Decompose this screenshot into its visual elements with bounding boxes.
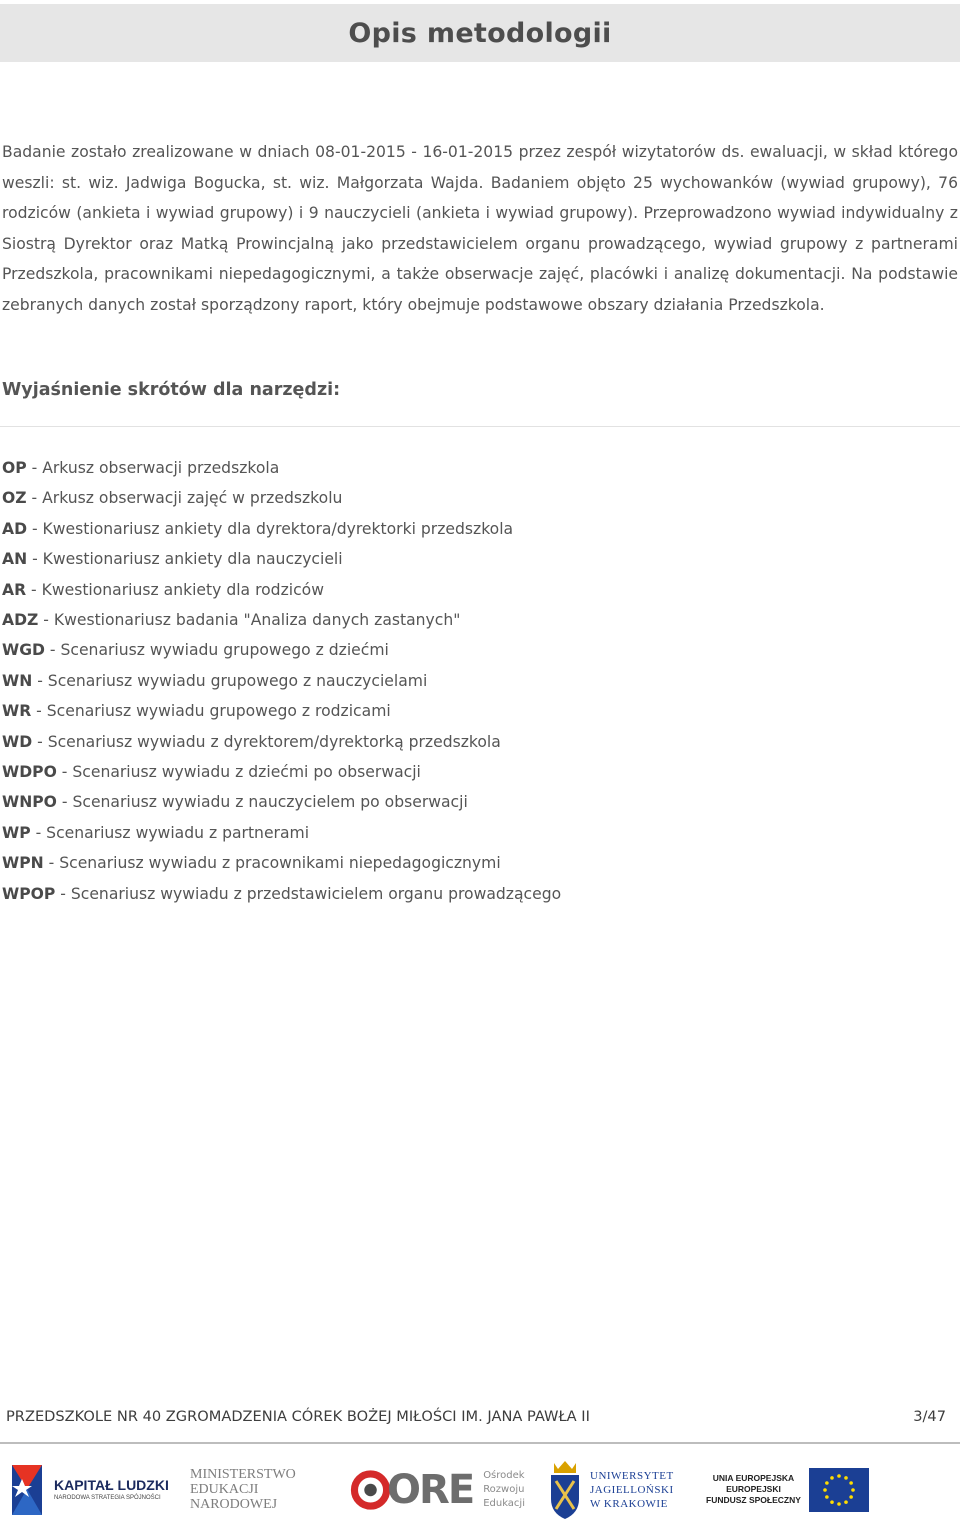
abbreviation-description: - Scenariusz wywiadu z partnerami bbox=[30, 823, 310, 842]
abbreviation-item bbox=[2, 879, 561, 909]
men-logo bbox=[190, 1452, 320, 1527]
abbreviation-description: - Arkusz obserwacji zajęć w przedszkolu bbox=[26, 489, 343, 508]
eu-star bbox=[849, 1495, 853, 1499]
uj-line1: UNIWERSYTET bbox=[590, 1469, 674, 1482]
abbreviation-code: WP bbox=[2, 823, 31, 842]
eu-star bbox=[837, 1474, 841, 1478]
abbreviation-item bbox=[2, 544, 561, 574]
ore-mark: ORE bbox=[387, 1466, 474, 1513]
ore-ring-icon bbox=[350, 1467, 391, 1513]
abbreviation-list bbox=[2, 453, 561, 909]
men-line1: MINISTERSTWO bbox=[190, 1467, 296, 1482]
footer-institution: PRZEDSZKOLE NR 40 ZGROMADZENIA CÓREK BOŻEJ MIŁOŚCI IM. JANA PAWŁA II bbox=[6, 1408, 590, 1425]
intro-paragraph: Badanie zostało zrealizowane w dniach 08-01-2015 - 16-01-2015 przez zespół wizytatorów ds. ewaluacji, w skład którego weszli: st. wiz. Jadwiga Bogucka, st. wiz. Małgorzata Wajda. Badaniem objęto 25 wychowanków (wywiad grupowy), 76 rodziców (ankieta i wywiad grupowy) i 9 nauczycieli (ankieta i wywiad grupowy). Przeprowadzono wywiad indywidualny z Siostrą Dyrektor oraz Matką Prowincjalną jako przedstawicielem organu prowadzącego, wywiad grupowy z partnerami Przedszkola, pracownikami niepedagogicznymi, a także obserwacje zajęć, placówki i analizę dokumentacji. Na podstawie zebranych danych został sporządzony raport, który obejmuje podstawowe obszary działania Przedszkola. bbox=[2, 143, 958, 314]
abbreviation-item bbox=[2, 727, 561, 757]
abbreviation-description: - Scenariusz wywiadu z dyrektorem/dyrektorką przedszkola bbox=[32, 732, 501, 751]
uj-crest-icon bbox=[548, 1459, 582, 1521]
page-title: Opis metodologii bbox=[348, 17, 612, 49]
eu-line2: EUROPEJSKI bbox=[726, 1484, 781, 1494]
abbreviation-code: WGD bbox=[2, 641, 45, 660]
abbreviation-description: - Kwestionariusz ankiety dla nauczycieli bbox=[27, 550, 343, 569]
abbreviation-description: - Scenariusz wywiadu z dziećmi po obserwacji bbox=[56, 763, 421, 782]
uj-logo bbox=[548, 1452, 688, 1527]
uj-line3: W KRAKOWIE bbox=[590, 1497, 668, 1510]
eu-star bbox=[825, 1481, 829, 1485]
section-divider bbox=[0, 426, 960, 427]
abbreviations-heading: Wyjaśnienie skrótów dla narzędzi: bbox=[2, 380, 341, 400]
abbreviation-item bbox=[2, 848, 561, 878]
ore-line2: Rozwoju bbox=[483, 1483, 525, 1495]
abbreviation-description: - Arkusz obserwacji przedszkola bbox=[26, 459, 280, 477]
footer-rule bbox=[0, 1442, 960, 1444]
abbreviation-code: WDPO bbox=[2, 763, 57, 782]
kapital-ludzki-emblem-icon bbox=[8, 1459, 48, 1521]
eu-star bbox=[849, 1481, 853, 1485]
ore-line1: Ośrodek bbox=[483, 1469, 525, 1481]
kapital-ludzki-sub: NARODOWA STRATEGIA SPÓJNOŚCI bbox=[54, 1494, 161, 1501]
kapital-ludzki-logo bbox=[8, 1452, 173, 1527]
abbreviation-description: - Kwestionariusz ankiety dla dyrektora/dyrektorki przedszkola bbox=[27, 519, 514, 538]
abbreviation-code: WR bbox=[2, 702, 32, 721]
abbreviation-description: - Scenariusz wywiadu z nauczycielem po obserwacji bbox=[56, 793, 468, 812]
abbreviation-item bbox=[2, 818, 561, 848]
eu-logo bbox=[706, 1452, 876, 1527]
abbreviation-item bbox=[2, 483, 561, 513]
eu-star bbox=[830, 1476, 834, 1480]
abbreviation-code: AN bbox=[2, 550, 28, 569]
eu-line3: FUNDUSZ SPOŁECZNY bbox=[706, 1495, 801, 1505]
eu-star bbox=[844, 1500, 848, 1504]
abbreviation-description: - Scenariusz wywiadu z pracownikami niepedagogicznymi bbox=[43, 854, 501, 873]
abbreviation-description: - Kwestionariusz badania "Analiza danych zastanych" bbox=[38, 611, 461, 630]
title-bar bbox=[0, 4, 960, 62]
abbreviation-description: - Scenariusz wywiadu grupowego z dziećmi bbox=[44, 641, 389, 660]
abbreviation-item bbox=[2, 514, 561, 544]
abbreviation-item bbox=[2, 605, 561, 635]
abbreviation-item bbox=[2, 575, 561, 605]
abbreviation-description: - Scenariusz wywiadu z przedstawicielem organu prowadzącego bbox=[55, 884, 562, 903]
men-line2: EDUKACJI bbox=[190, 1482, 259, 1497]
abbreviation-description: - Scenariusz wywiadu grupowego z nauczycielami bbox=[32, 671, 428, 690]
abbreviation-code: WNPO bbox=[2, 793, 57, 812]
abbreviation-code: WD bbox=[2, 732, 33, 751]
men-line3: NARODOWEJ bbox=[190, 1497, 278, 1512]
logo-strip bbox=[0, 1452, 960, 1527]
abbreviation-code: WN bbox=[2, 671, 33, 690]
uj-line2: JAGIELLOŃSKI bbox=[590, 1483, 674, 1496]
eu-star bbox=[844, 1476, 848, 1480]
eu-star bbox=[851, 1488, 855, 1492]
abbreviation-item bbox=[2, 635, 561, 665]
abbreviation-description: - Kwestionariusz ankiety dla rodziców bbox=[26, 580, 324, 599]
abbreviation-item bbox=[2, 757, 561, 787]
page-number: 3/47 bbox=[913, 1408, 946, 1425]
abbreviation-code: WPOP bbox=[2, 884, 56, 903]
eu-line1: UNIA EUROPEJSKA bbox=[712, 1473, 795, 1483]
eu-star bbox=[825, 1495, 829, 1499]
abbreviation-item bbox=[2, 696, 561, 726]
abbreviation-code: OP bbox=[2, 459, 27, 477]
ore-logo bbox=[350, 1452, 525, 1527]
abbreviation-item bbox=[2, 787, 561, 817]
footer bbox=[6, 1408, 946, 1425]
eu-flag-icon bbox=[809, 1468, 869, 1512]
ore-line3: Edukacji bbox=[483, 1497, 525, 1509]
kapital-ludzki-name: KAPITAŁ LUDZKI bbox=[54, 1476, 169, 1493]
eu-star bbox=[830, 1500, 834, 1504]
eu-star bbox=[837, 1502, 841, 1506]
abbreviation-code: OZ bbox=[2, 489, 27, 508]
abbreviation-item bbox=[2, 453, 561, 483]
abbreviation-code: ADZ bbox=[2, 611, 39, 630]
eu-star bbox=[823, 1488, 827, 1492]
abbreviation-code: AR bbox=[2, 580, 27, 599]
abbreviation-item bbox=[2, 666, 561, 696]
abbreviation-description: - Scenariusz wywiadu grupowego z rodzicami bbox=[31, 702, 391, 721]
abbreviation-code: AD bbox=[2, 519, 28, 538]
abbreviation-code: WPN bbox=[2, 854, 44, 873]
